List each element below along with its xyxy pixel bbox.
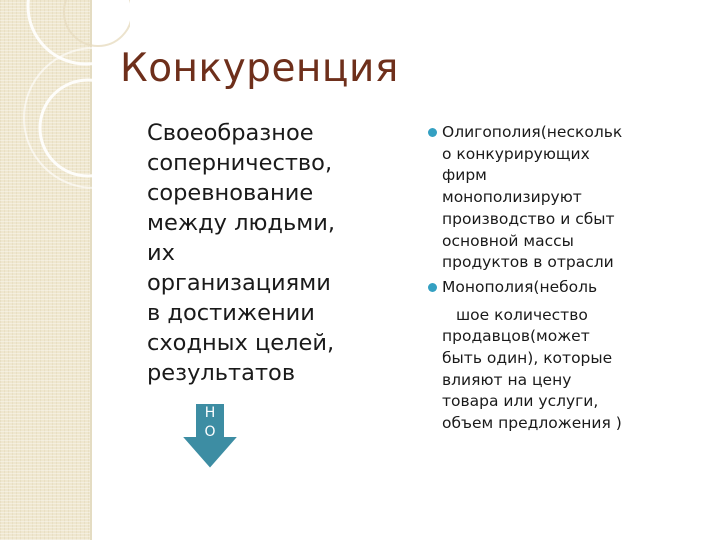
arrow-label xyxy=(181,404,239,442)
definition-line: между людьми, xyxy=(147,210,335,236)
bullet-line: быть один), которые xyxy=(442,349,613,368)
arrow-label-line: О xyxy=(204,424,216,440)
definition-line: соперничество, xyxy=(147,150,333,176)
bullet-line: товара или услуги, xyxy=(442,392,599,411)
definition-line: в достижении xyxy=(147,300,315,326)
definition-line: соревнование xyxy=(147,180,314,206)
bullet-line: продавцов(может xyxy=(442,327,590,346)
bullet-line: основной массы xyxy=(442,231,574,250)
bullet-line: влияют на цену xyxy=(442,370,572,389)
definition-line: организациями xyxy=(147,270,331,296)
bullet-line: фирм xyxy=(442,166,487,185)
bullet-item-oligopoly xyxy=(428,122,690,274)
slide-title: Конкуренция xyxy=(120,46,399,91)
bullet-line: монополизируют xyxy=(442,188,582,207)
bullet-icon xyxy=(428,283,437,292)
definition-text xyxy=(118,118,388,388)
bullet-icon xyxy=(428,128,437,137)
bullet-item-monopoly xyxy=(428,277,690,435)
bullet-line: объем предложения ) xyxy=(442,414,622,433)
definition-line: сходных целей, xyxy=(147,330,335,356)
bullet-list xyxy=(428,122,690,435)
bullet-line: шое количество xyxy=(456,305,588,324)
definition-line: результатов xyxy=(147,360,296,386)
arrow-label-line: Н xyxy=(204,405,216,421)
definition-line: Своеобразное xyxy=(147,120,314,146)
down-arrow-shape[interactable] xyxy=(181,402,243,472)
bullet-line: продуктов в отрасли xyxy=(442,253,614,272)
decorative-circles xyxy=(0,0,130,540)
definition-line: их xyxy=(147,240,175,266)
bullet-line: Монополия(неболь xyxy=(442,277,598,296)
bullet-line: производство и сбыт xyxy=(442,209,615,228)
bullet-line: о конкурирующих xyxy=(442,144,590,163)
bullet-line: Олигополия(нескольк xyxy=(442,123,623,141)
